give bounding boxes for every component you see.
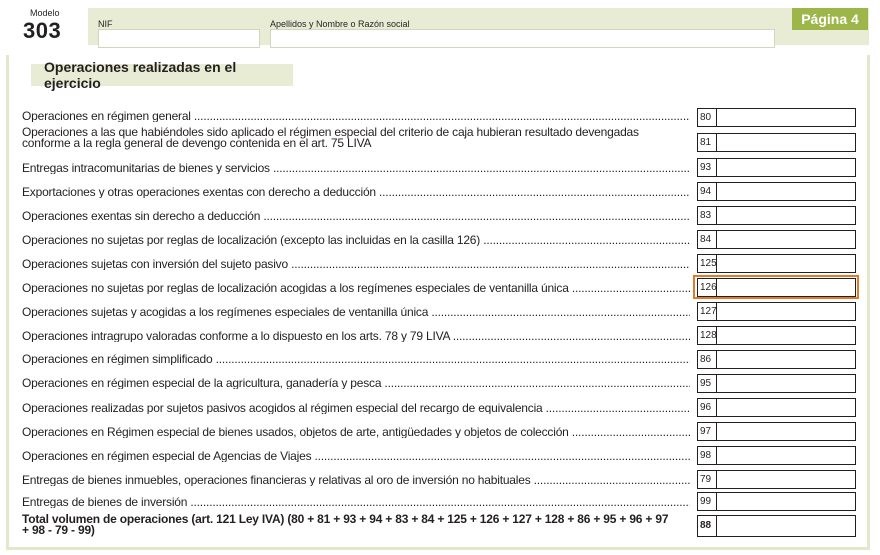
- box-code: 79: [697, 470, 717, 489]
- box-value-98[interactable]: [717, 446, 856, 465]
- row-label: Operaciones intragrupo valoradas conforme a lo dispuesto en los arts. 78 y 79 LIVA .....: [22, 331, 690, 342]
- row-label: Operaciones no sujetas por reglas de localización acogidas a los regímenes especiales de ventanilla única .....: [22, 283, 690, 294]
- box-code: 98: [697, 446, 717, 465]
- box-code: 126: [697, 278, 717, 297]
- box-value-83[interactable]: [717, 206, 856, 225]
- box-code: 84: [697, 230, 717, 249]
- box-value-84[interactable]: [717, 230, 856, 249]
- box-code: 99: [697, 492, 717, 511]
- box-value-128[interactable]: [717, 326, 856, 345]
- box-code: 97: [697, 422, 717, 441]
- page-badge: Página 4: [792, 8, 868, 30]
- box-code: 95: [697, 374, 717, 393]
- box-code: 88: [697, 515, 717, 537]
- row-label: Entregas intracomunitarias de bienes y servicios .....: [22, 163, 690, 174]
- row-label: Exportaciones y otras operaciones exentas con derecho a deducción .....: [22, 187, 690, 198]
- row-label: Operaciones no sujetas por reglas de localización (excepto las incluidas en la casilla 126) .....: [22, 235, 690, 246]
- box-value-97[interactable]: [717, 422, 856, 441]
- box-code: 86: [697, 350, 717, 369]
- box-code: 93: [697, 158, 717, 177]
- row-label: Operaciones en régimen general .....: [22, 111, 690, 122]
- box-value-93[interactable]: [717, 158, 856, 177]
- box-value-94[interactable]: [717, 182, 856, 201]
- box-code: 80: [697, 108, 717, 127]
- row-label: Operaciones en régimen especial de la agricultura, ganadería y pesca .....: [22, 378, 690, 389]
- box-code: 128: [697, 326, 717, 345]
- nif-label: NIF: [98, 19, 113, 29]
- box-code: 96: [697, 398, 717, 417]
- box-value-88[interactable]: [717, 515, 856, 537]
- box-code: 81: [697, 133, 717, 152]
- box-value-79[interactable]: [717, 470, 856, 489]
- box-value-99[interactable]: [717, 492, 856, 511]
- header-bar: [88, 8, 869, 45]
- box-value-80[interactable]: [717, 108, 856, 127]
- name-label: Apellidos y Nombre o Razón social: [270, 19, 410, 29]
- row-label: Operaciones exentas sin derecho a deducción .....: [22, 211, 690, 222]
- box-code: 83: [697, 206, 717, 225]
- total-label: Total volumen de operaciones (art. 121 Ley IVA) (80 + 81 + 93 + 94 + 83 + 84 + 125 + 126 + 127 + 128 + 86 + 95 + 96 + 97 + 98 - 79 - 99): [22, 512, 669, 537]
- box-code: 94: [697, 182, 717, 201]
- row-label: Operaciones en régimen especial de Agencias de Viajes .....: [22, 451, 690, 462]
- box-code: 125: [697, 254, 717, 273]
- box-value-86[interactable]: [717, 350, 856, 369]
- modelo-label: Modelo: [30, 8, 60, 18]
- highlight-box: [693, 275, 859, 299]
- box-value-81[interactable]: [717, 133, 856, 152]
- row-label: Operaciones sujetas y acogidas a los regímenes especiales de ventanilla única .....: [22, 307, 690, 318]
- box-value-95[interactable]: [717, 374, 856, 393]
- name-field[interactable]: [270, 29, 775, 48]
- row-label: Operaciones realizadas por sujetos pasivos acogidos al régimen especial del recargo de equivalencia .....: [22, 403, 690, 414]
- section-title: Operaciones realizadas en el ejercicio: [31, 64, 293, 86]
- row-label: Entregas de bienes inmuebles, operaciones financieras y relativas al oro de inversión no habituales .....: [22, 475, 690, 486]
- modelo-number: 303: [23, 18, 62, 43]
- box-code: 127: [697, 302, 717, 321]
- row-label: Operaciones en régimen simplificado .....: [22, 354, 690, 365]
- box-value-125[interactable]: [717, 254, 856, 273]
- row-label: Operaciones a las que habiéndoles sido aplicado el régimen especial del criterio de caja hubieran resultado devengadas conforme a la regla general de devengo contenida en el art. 75 LIVA: [22, 125, 639, 150]
- box-value-96[interactable]: [717, 398, 856, 417]
- row-label: Entregas de bienes de inversión .....: [22, 497, 690, 508]
- nif-field[interactable]: [98, 29, 260, 48]
- row-label: Operaciones en Régimen especial de bienes usados, objetos de arte, antigüedades y objetos de colección .....: [22, 427, 690, 438]
- box-value-127[interactable]: [717, 302, 856, 321]
- row-label: Operaciones sujetas con inversión del sujeto pasivo .....: [22, 259, 690, 270]
